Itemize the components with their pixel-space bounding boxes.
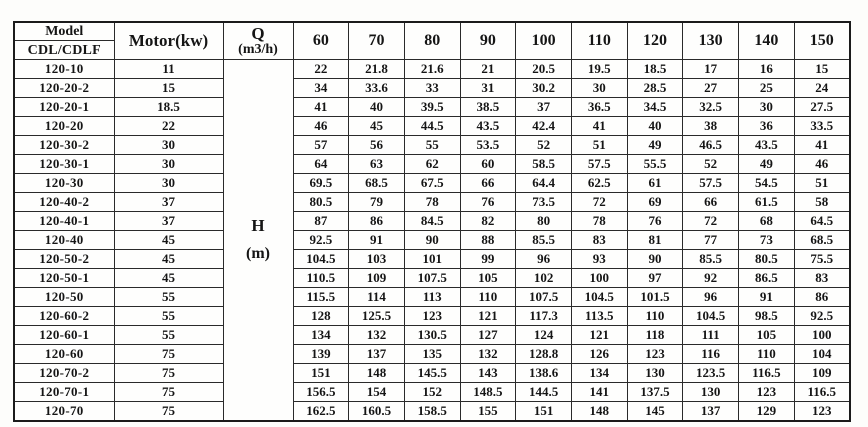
head-value-cell: 43.5 xyxy=(739,136,795,155)
motor-cell: 45 xyxy=(114,231,223,250)
head-value-cell: 138.6 xyxy=(516,364,572,383)
head-value-cell: 78 xyxy=(571,212,627,231)
head-value-cell: 30.2 xyxy=(516,79,572,98)
head-value-cell: 24 xyxy=(794,79,850,98)
table-row xyxy=(14,193,850,212)
head-value-cell: 41 xyxy=(571,117,627,136)
header-q-symbol: Q xyxy=(251,24,265,43)
head-value-cell: 27.5 xyxy=(794,98,850,117)
head-value-cell: 39.5 xyxy=(404,98,460,117)
head-value-cell: 107.5 xyxy=(404,269,460,288)
head-value-cell: 54.5 xyxy=(739,174,795,193)
head-value-cell: 92.5 xyxy=(293,231,349,250)
model-cell: 120-50 xyxy=(14,288,114,307)
head-value-cell: 44.5 xyxy=(404,117,460,136)
motor-cell: 30 xyxy=(114,174,223,193)
head-value-cell: 46.5 xyxy=(683,136,739,155)
table-row xyxy=(14,288,850,307)
head-value-cell: 33.6 xyxy=(349,79,405,98)
head-value-cell: 127 xyxy=(460,326,516,345)
model-cell: 120-40-2 xyxy=(14,193,114,212)
head-value-cell: 86 xyxy=(794,288,850,307)
head-value-cell: 80.5 xyxy=(739,250,795,269)
head-value-cell: 103 xyxy=(349,250,405,269)
motor-cell: 55 xyxy=(114,326,223,345)
head-value-cell: 141 xyxy=(571,383,627,402)
motor-cell: 45 xyxy=(114,250,223,269)
model-cell: 120-20-1 xyxy=(14,98,114,117)
head-value-cell: 101.5 xyxy=(627,288,683,307)
motor-cell: 30 xyxy=(114,155,223,174)
head-value-cell: 72 xyxy=(571,193,627,212)
motor-cell: 22 xyxy=(114,117,223,136)
head-value-cell: 144.5 xyxy=(516,383,572,402)
model-cell: 120-30 xyxy=(14,174,114,193)
head-value-cell: 162.5 xyxy=(293,402,349,422)
header-model-title: Model xyxy=(15,23,114,41)
head-value-cell: 85.5 xyxy=(516,231,572,250)
head-value-cell: 85.5 xyxy=(683,250,739,269)
head-value-cell: 92.5 xyxy=(794,307,850,326)
head-value-cell: 128.8 xyxy=(516,345,572,364)
head-value-cell: 109 xyxy=(794,364,850,383)
header-motor-kw: Motor(kw) xyxy=(114,22,223,60)
head-value-cell: 45 xyxy=(349,117,405,136)
head-value-cell: 19.5 xyxy=(571,60,627,79)
head-value-cell: 126 xyxy=(571,345,627,364)
table-header xyxy=(14,22,850,60)
head-value-cell: 104.5 xyxy=(683,307,739,326)
head-value-cell: 68 xyxy=(739,212,795,231)
head-value-cell: 18.5 xyxy=(627,60,683,79)
head-value-cell: 20.5 xyxy=(516,60,572,79)
head-value-cell: 83 xyxy=(571,231,627,250)
head-value-cell: 73.5 xyxy=(516,193,572,212)
head-value-cell: 57 xyxy=(293,136,349,155)
head-value-cell: 107.5 xyxy=(516,288,572,307)
head-value-cell: 90 xyxy=(627,250,683,269)
motor-cell: 75 xyxy=(114,402,223,422)
head-value-cell: 56 xyxy=(349,136,405,155)
table-row xyxy=(14,345,850,364)
head-value-cell: 77 xyxy=(683,231,739,250)
head-value-cell: 129 xyxy=(739,402,795,422)
motor-cell: 15 xyxy=(114,79,223,98)
head-value-cell: 134 xyxy=(571,364,627,383)
model-cell: 120-60-1 xyxy=(14,326,114,345)
head-value-cell: 113.5 xyxy=(571,307,627,326)
head-value-cell: 86.5 xyxy=(739,269,795,288)
motor-cell: 37 xyxy=(114,193,223,212)
head-value-cell: 76 xyxy=(460,193,516,212)
header-model xyxy=(14,22,114,60)
head-value-cell: 121 xyxy=(460,307,516,326)
head-value-cell: 33.5 xyxy=(794,117,850,136)
head-value-cell: 42.4 xyxy=(516,117,572,136)
header-flow-120: 120 xyxy=(627,22,683,60)
head-value-cell: 124 xyxy=(516,326,572,345)
head-value-cell: 154 xyxy=(349,383,405,402)
table-row xyxy=(14,136,850,155)
head-value-cell: 128 xyxy=(293,307,349,326)
table-row xyxy=(14,174,850,193)
head-value-cell: 16 xyxy=(739,60,795,79)
head-value-cell: 114 xyxy=(349,288,405,307)
head-value-cell: 96 xyxy=(683,288,739,307)
header-flow-130: 130 xyxy=(683,22,739,60)
head-value-cell: 33 xyxy=(404,79,460,98)
head-value-cell: 38 xyxy=(683,117,739,136)
table-body xyxy=(14,60,850,422)
head-value-cell: 110.5 xyxy=(293,269,349,288)
head-value-cell: 93 xyxy=(571,250,627,269)
head-value-cell: 68.5 xyxy=(794,231,850,250)
head-value-cell: 34.5 xyxy=(627,98,683,117)
head-value-cell: 46 xyxy=(293,117,349,136)
header-flow-150: 150 xyxy=(794,22,850,60)
head-value-cell: 134 xyxy=(293,326,349,345)
head-value-cell: 61 xyxy=(627,174,683,193)
head-value-cell: 117.3 xyxy=(516,307,572,326)
head-value-cell: 43.5 xyxy=(460,117,516,136)
head-value-cell: 123.5 xyxy=(683,364,739,383)
table-row xyxy=(14,155,850,174)
head-value-cell: 36 xyxy=(739,117,795,136)
motor-cell: 18.5 xyxy=(114,98,223,117)
head-value-cell: 137.5 xyxy=(627,383,683,402)
head-value-cell: 130.5 xyxy=(404,326,460,345)
head-value-cell: 31 xyxy=(460,79,516,98)
head-value-cell: 148 xyxy=(571,402,627,422)
head-value-cell: 73 xyxy=(739,231,795,250)
head-value-cell: 87 xyxy=(293,212,349,231)
head-value-cell: 41 xyxy=(293,98,349,117)
head-value-cell: 148.5 xyxy=(460,383,516,402)
head-value-cell: 100 xyxy=(794,326,850,345)
head-value-cell: 62 xyxy=(404,155,460,174)
head-value-cell: 132 xyxy=(460,345,516,364)
head-value-cell: 52 xyxy=(683,155,739,174)
head-value-cell: 21.8 xyxy=(349,60,405,79)
model-cell: 120-60 xyxy=(14,345,114,364)
head-value-cell: 91 xyxy=(349,231,405,250)
head-value-cell: 69 xyxy=(627,193,683,212)
table-row xyxy=(14,326,850,345)
model-cell: 120-10 xyxy=(14,60,114,79)
head-value-cell: 91 xyxy=(739,288,795,307)
header-flow-q xyxy=(223,22,293,60)
head-value-cell: 21 xyxy=(460,60,516,79)
head-value-cell: 79 xyxy=(349,193,405,212)
head-value-cell: 113 xyxy=(404,288,460,307)
motor-cell: 55 xyxy=(114,307,223,326)
head-value-cell: 116.5 xyxy=(739,364,795,383)
head-value-cell: 55.5 xyxy=(627,155,683,174)
motor-cell: 37 xyxy=(114,212,223,231)
head-value-cell: 110 xyxy=(460,288,516,307)
head-value-cell: 151 xyxy=(293,364,349,383)
head-value-cell: 123 xyxy=(794,402,850,422)
head-value-cell: 90 xyxy=(404,231,460,250)
header-flow-110: 110 xyxy=(571,22,627,60)
model-cell: 120-40 xyxy=(14,231,114,250)
model-cell: 120-30-1 xyxy=(14,155,114,174)
header-row xyxy=(14,22,850,60)
head-value-cell: 145.5 xyxy=(404,364,460,383)
head-value-cell: 63 xyxy=(349,155,405,174)
head-value-cell: 99 xyxy=(460,250,516,269)
head-value-cell: 21.6 xyxy=(404,60,460,79)
model-cell: 120-30-2 xyxy=(14,136,114,155)
header-flow-70: 70 xyxy=(349,22,405,60)
model-cell: 120-70-2 xyxy=(14,364,114,383)
head-value-cell: 22 xyxy=(293,60,349,79)
head-value-cell: 58 xyxy=(794,193,850,212)
head-value-cell: 81 xyxy=(627,231,683,250)
head-value-cell: 28.5 xyxy=(627,79,683,98)
head-value-cell: 109 xyxy=(349,269,405,288)
head-value-cell: 92 xyxy=(683,269,739,288)
model-cell: 120-20 xyxy=(14,117,114,136)
head-value-cell: 30 xyxy=(739,98,795,117)
motor-cell: 75 xyxy=(114,364,223,383)
head-value-cell: 101 xyxy=(404,250,460,269)
table-row xyxy=(14,231,850,250)
head-value-cell: 148 xyxy=(349,364,405,383)
header-model-series: CDL/CDLF xyxy=(27,43,101,58)
head-value-cell: 52 xyxy=(516,136,572,155)
head-value-cell: 139 xyxy=(293,345,349,364)
motor-cell: 45 xyxy=(114,269,223,288)
head-value-cell: 34 xyxy=(293,79,349,98)
head-value-cell: 100 xyxy=(571,269,627,288)
head-value-cell: 69.5 xyxy=(293,174,349,193)
head-value-cell: 137 xyxy=(683,402,739,422)
table-row xyxy=(14,364,850,383)
head-value-cell: 67.5 xyxy=(404,174,460,193)
head-value-cell: 123 xyxy=(627,345,683,364)
head-value-cell: 116.5 xyxy=(794,383,850,402)
table-row xyxy=(14,402,850,422)
head-value-cell: 110 xyxy=(627,307,683,326)
head-value-cell: 132 xyxy=(349,326,405,345)
head-value-cell: 62.5 xyxy=(571,174,627,193)
head-value-cell: 25 xyxy=(739,79,795,98)
head-value-cell: 130 xyxy=(627,364,683,383)
head-value-cell: 76 xyxy=(627,212,683,231)
head-value-cell: 115.5 xyxy=(293,288,349,307)
head-value-cell: 49 xyxy=(739,155,795,174)
header-flow-80: 80 xyxy=(404,22,460,60)
head-value-cell: 88 xyxy=(460,231,516,250)
head-value-cell: 116 xyxy=(683,345,739,364)
head-value-cell: 145 xyxy=(627,402,683,422)
head-value-cell: 66 xyxy=(460,174,516,193)
head-unit-label: (m) xyxy=(246,245,270,262)
head-value-cell: 97 xyxy=(627,269,683,288)
head-value-cell: 135 xyxy=(404,345,460,364)
head-value-cell: 40 xyxy=(349,98,405,117)
head-value-cell: 84.5 xyxy=(404,212,460,231)
head-value-cell: 55 xyxy=(404,136,460,155)
table-row xyxy=(14,117,850,136)
head-value-cell: 102 xyxy=(516,269,572,288)
head-value-cell: 53.5 xyxy=(460,136,516,155)
head-value-cell: 158.5 xyxy=(404,402,460,422)
header-flow-100: 100 xyxy=(516,22,572,60)
head-value-cell: 123 xyxy=(739,383,795,402)
head-value-cell: 156.5 xyxy=(293,383,349,402)
table-row xyxy=(14,98,850,117)
head-value-cell: 118 xyxy=(627,326,683,345)
head-value-cell: 152 xyxy=(404,383,460,402)
table-row xyxy=(14,307,850,326)
head-value-cell: 37 xyxy=(516,98,572,117)
table-row xyxy=(14,60,850,79)
head-symbol-label: H xyxy=(251,216,265,235)
head-value-cell: 72 xyxy=(683,212,739,231)
header-q-unit: (m3/h) xyxy=(238,42,278,57)
head-value-cell: 66 xyxy=(683,193,739,212)
head-value-cell: 86 xyxy=(349,212,405,231)
header-flow-90: 90 xyxy=(460,22,516,60)
head-value-cell: 121 xyxy=(571,326,627,345)
head-value-cell: 125.5 xyxy=(349,307,405,326)
head-value-cell: 51 xyxy=(794,174,850,193)
head-value-cell: 80.5 xyxy=(293,193,349,212)
head-value-cell: 32.5 xyxy=(683,98,739,117)
head-value-cell: 155 xyxy=(460,402,516,422)
motor-cell: 11 xyxy=(114,60,223,79)
head-value-cell: 64 xyxy=(293,155,349,174)
head-value-cell: 80 xyxy=(516,212,572,231)
model-cell: 120-20-2 xyxy=(14,79,114,98)
head-value-cell: 64.5 xyxy=(794,212,850,231)
head-value-cell: 30 xyxy=(571,79,627,98)
head-value-cell: 130 xyxy=(683,383,739,402)
head-value-cell: 46 xyxy=(794,155,850,174)
head-value-cell: 104.5 xyxy=(571,288,627,307)
head-value-cell: 96 xyxy=(516,250,572,269)
head-value-cell: 78 xyxy=(404,193,460,212)
head-value-cell: 27 xyxy=(683,79,739,98)
head-value-cell: 64.4 xyxy=(516,174,572,193)
head-value-cell: 61.5 xyxy=(739,193,795,212)
header-flow-60: 60 xyxy=(293,22,349,60)
model-cell: 120-70-1 xyxy=(14,383,114,402)
motor-cell: 75 xyxy=(114,383,223,402)
head-value-cell: 123 xyxy=(404,307,460,326)
table-row xyxy=(14,383,850,402)
head-unit-cell xyxy=(223,60,293,422)
table-row xyxy=(14,269,850,288)
motor-cell: 55 xyxy=(114,288,223,307)
head-value-cell: 58.5 xyxy=(516,155,572,174)
head-value-cell: 60 xyxy=(460,155,516,174)
model-cell: 120-60-2 xyxy=(14,307,114,326)
head-value-cell: 38.5 xyxy=(460,98,516,117)
table-row xyxy=(14,250,850,269)
head-value-cell: 98.5 xyxy=(739,307,795,326)
header-flow-140: 140 xyxy=(739,22,795,60)
head-value-cell: 111 xyxy=(683,326,739,345)
head-value-cell: 104.5 xyxy=(293,250,349,269)
head-value-cell: 40 xyxy=(627,117,683,136)
head-value-cell: 105 xyxy=(739,326,795,345)
head-value-cell: 41 xyxy=(794,136,850,155)
head-value-cell: 143 xyxy=(460,364,516,383)
head-value-cell: 36.5 xyxy=(571,98,627,117)
head-value-cell: 57.5 xyxy=(571,155,627,174)
head-value-cell: 110 xyxy=(739,345,795,364)
head-value-cell: 17 xyxy=(683,60,739,79)
table-row xyxy=(14,79,850,98)
head-value-cell: 75.5 xyxy=(794,250,850,269)
head-value-cell: 49 xyxy=(627,136,683,155)
head-value-cell: 160.5 xyxy=(349,402,405,422)
head-value-cell: 137 xyxy=(349,345,405,364)
head-value-cell: 151 xyxy=(516,402,572,422)
motor-cell: 75 xyxy=(114,345,223,364)
motor-cell: 30 xyxy=(114,136,223,155)
model-cell: 120-50-2 xyxy=(14,250,114,269)
model-cell: 120-40-1 xyxy=(14,212,114,231)
head-value-cell: 83 xyxy=(794,269,850,288)
pump-performance-table xyxy=(13,21,851,422)
model-cell: 120-70 xyxy=(14,402,114,422)
head-value-cell: 82 xyxy=(460,212,516,231)
head-value-cell: 15 xyxy=(794,60,850,79)
table-row xyxy=(14,212,850,231)
head-value-cell: 104 xyxy=(794,345,850,364)
head-value-cell: 57.5 xyxy=(683,174,739,193)
model-cell: 120-50-1 xyxy=(14,269,114,288)
head-value-cell: 51 xyxy=(571,136,627,155)
head-value-cell: 105 xyxy=(460,269,516,288)
head-value-cell: 68.5 xyxy=(349,174,405,193)
